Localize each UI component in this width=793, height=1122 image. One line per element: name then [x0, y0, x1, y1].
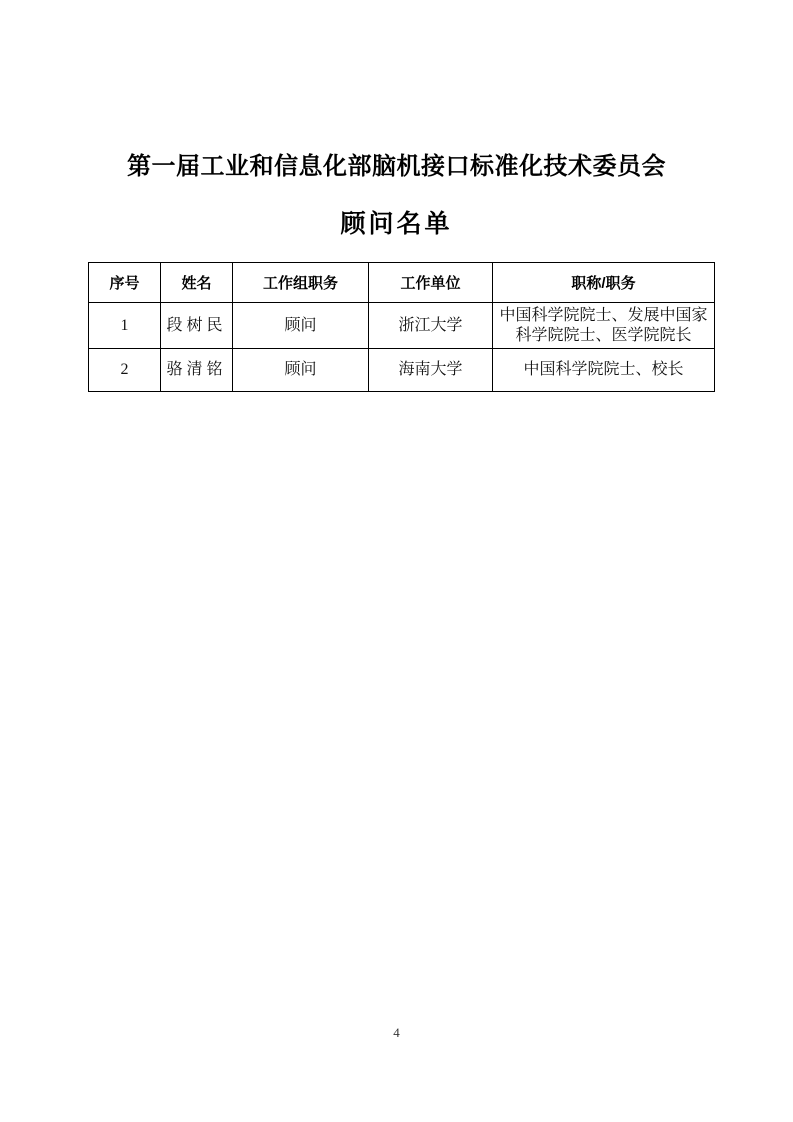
table-row [89, 349, 715, 392]
header-cell-role: 工作组职务 [233, 263, 369, 303]
advisor-table [88, 262, 715, 392]
cell-position: 中国科学院院士、发展中国家科学院院士、医学院院长 [493, 303, 715, 349]
page-number: 4 [393, 1025, 400, 1040]
table-row [89, 303, 715, 349]
document-title: 第一届工业和信息化部脑机接口标准化技术委员会 [127, 153, 666, 180]
cell-unit: 浙江大学 [369, 303, 493, 349]
cell-index: 1 [89, 303, 161, 349]
header-cell-unit: 工作单位 [369, 263, 493, 303]
document-subtitle: 顾问名单 [340, 210, 453, 238]
table-header-row [89, 263, 715, 303]
cell-role: 顾问 [233, 303, 369, 349]
cell-position: 中国科学院院士、校长 [493, 349, 715, 392]
cell-name: 段树民 [161, 303, 233, 349]
cell-name: 骆清铭 [161, 349, 233, 392]
cell-role: 顾问 [233, 349, 369, 392]
header-cell-position: 职称/职务 [493, 263, 715, 303]
cell-unit: 海南大学 [369, 349, 493, 392]
header-cell-index: 序号 [89, 263, 161, 303]
cell-index: 2 [89, 349, 161, 392]
header-cell-name: 姓名 [161, 263, 233, 303]
